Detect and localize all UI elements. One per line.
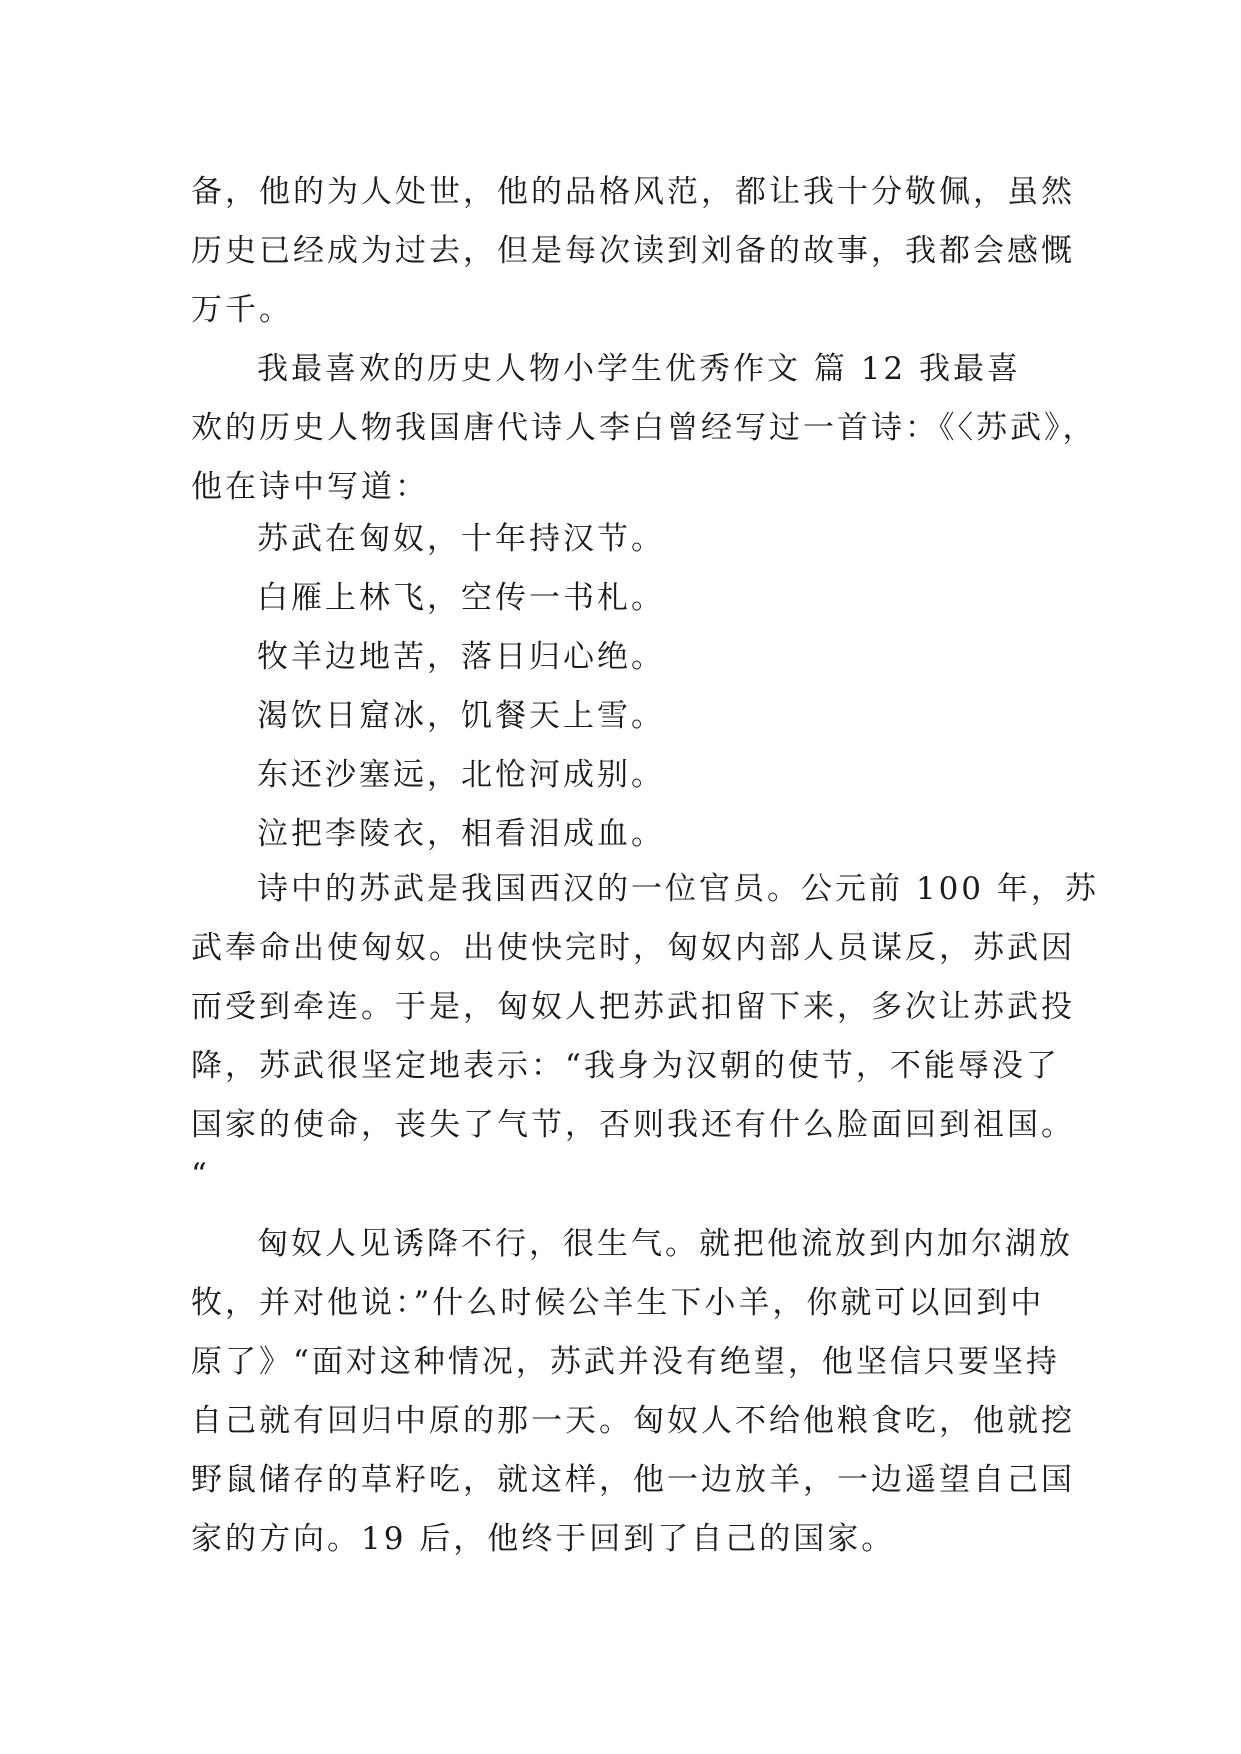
text-line: 武奉命出使匈奴。出使快完时，匈奴内部人员谋反，苏武因 <box>191 930 1075 966</box>
paragraph-continuation <box>191 163 1075 340</box>
poem-line: 泣把李陵衣，相看泪成血。 <box>257 816 665 852</box>
text-line: 国家的使命，丧失了气节，否则我还有什么脸面回到祖国。 <box>191 1107 1075 1143</box>
poem-line: 东还沙塞远，北怆河成别。 <box>257 757 665 793</box>
poem <box>191 510 1061 864</box>
text-line: 历史已经成为过去，但是每次读到刘备的故事，我都会感慨 <box>191 233 1075 269</box>
text-line: 他在诗中写道： <box>191 469 429 505</box>
text-line: 牧，并对他说：”什么时候公羊生下小羊，你就可以回到中 <box>191 1285 1045 1321</box>
paragraph-heading <box>191 340 1097 517</box>
text-line: 万千。 <box>191 292 293 328</box>
text-line: 野鼠储存的草籽吃，就这样，他一边放羊，一边遥望自己国 <box>191 1462 1075 1498</box>
poem-line: 白雁上林飞，空传一书札。 <box>257 580 665 616</box>
text-line: 自己就有回归中原的那一天。匈奴人不给他粮食吃，他就挖 <box>191 1403 1075 1439</box>
text-line: 我最喜欢的历史人物小学生优秀作文 篇 12 我最喜 <box>257 351 1022 387</box>
text-line: 降，苏武很坚定地表示：“我身为汉朝的使节，不能辱没了 <box>191 1048 1060 1084</box>
paragraph-exile <box>191 1215 1075 1569</box>
text-line: 匈奴人见诱降不行，很生气。就把他流放到内加尔湖放 <box>257 1226 1073 1262</box>
text-line: “ <box>191 1157 210 1193</box>
text-line: 备，他的为人处世，他的品格风范，都让我十分敬佩，虽然 <box>191 174 1075 210</box>
text-line: 而受到牵连。于是，匈奴人把苏武扣留下来，多次让苏武投 <box>191 989 1075 1025</box>
poem-line: 苏武在匈奴，十年持汉节。 <box>257 521 665 557</box>
text-line: 欢的历史人物我国唐代诗人李白曾经写过一首诗：《〈苏武》， <box>191 410 1097 446</box>
poem-line: 渴饮日窟冰，饥餐天上雪。 <box>257 698 665 734</box>
text-line: 原了》“面对这种情况，苏武并没有绝望，他坚信只要坚持 <box>191 1344 1060 1380</box>
text-line: 家的方向。19 后，他终于回到了自己的国家。 <box>191 1521 896 1557</box>
poem-line: 牧羊边地苦，落日归心绝。 <box>257 639 665 675</box>
text-line: 诗中的苏武是我国西汉的一位官员。公元前 100 年，苏 <box>257 871 1099 907</box>
paragraph-history <box>191 860 1099 1195</box>
